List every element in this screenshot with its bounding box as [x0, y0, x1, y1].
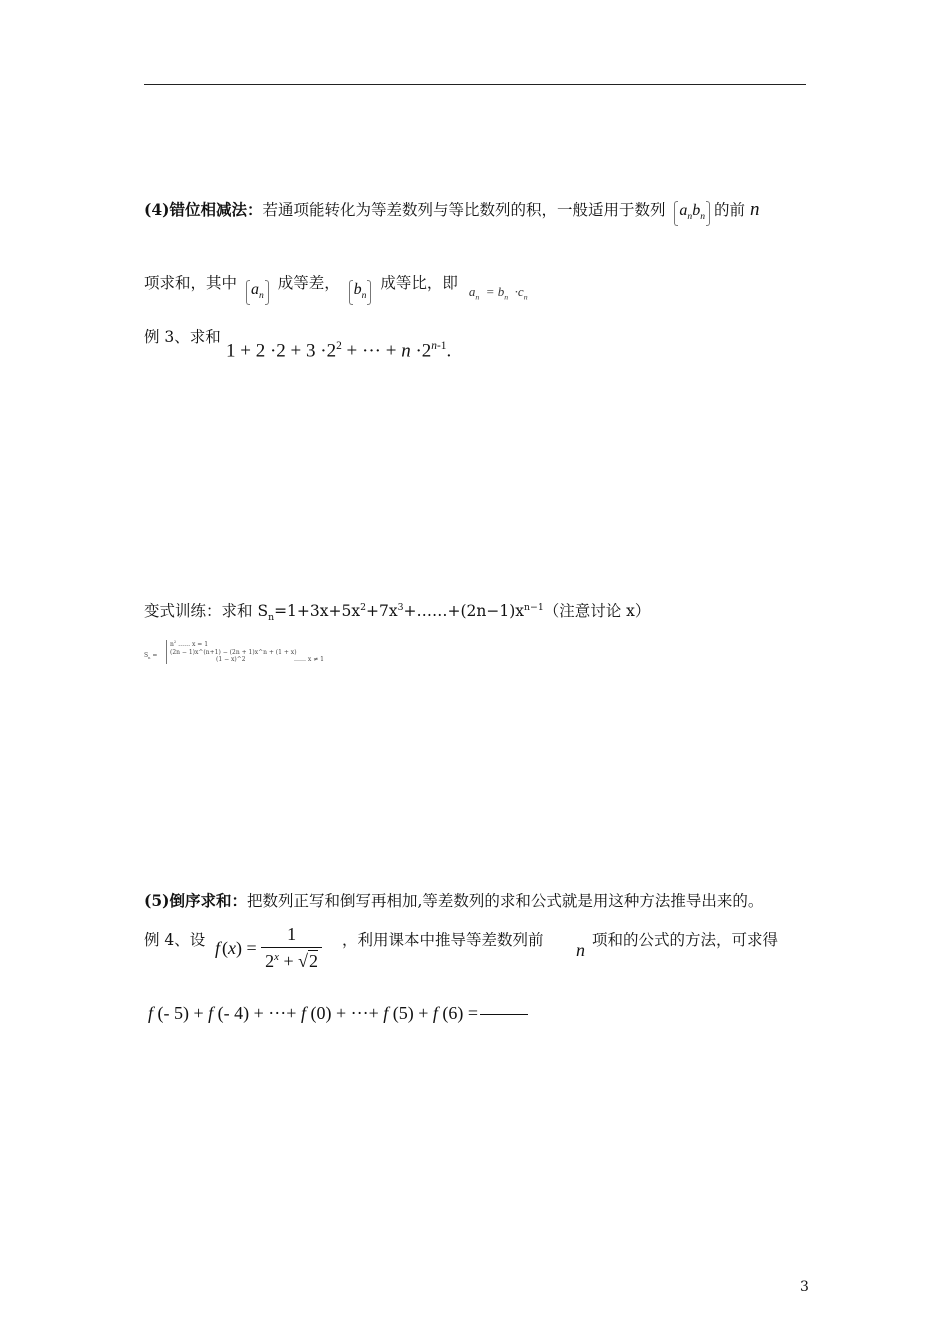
fraction-numerator: 1: [261, 924, 322, 948]
example3-end: .: [446, 340, 452, 362]
variant-expr: $S_n=1+3x+5x^2+7x^3+\dots\dots+(2n-1)x^{n-1}$: [257, 602, 544, 624]
example4-sum: f (- 5) + f (- 4) + ···+ f (0) + ···+ f (5) + f (6) =: [148, 1003, 528, 1024]
answer-case1: $n^2$ …… x = 1: [170, 640, 209, 648]
header-rule: [144, 84, 806, 85]
example4-function: f (x) = $\frac{1}{2^x + √2}$: [215, 924, 322, 972]
variant-answer-lhs: $S_n$ =: [144, 652, 158, 661]
example4-label: 例 4、设: [144, 931, 206, 949]
page-number: 3: [800, 1279, 809, 1295]
section4-line2: [144, 274, 528, 302]
n-variable: n: [749, 199, 760, 220]
answer-case2-den: (1 − x)^2: [216, 656, 246, 663]
answer-case2-num: (2n − 1)x^(n+1) − (2n + 1)x^n + (1 + x): [170, 648, 297, 656]
section4-line2-b: 成等差，: [277, 274, 340, 292]
answer-blank: [480, 1014, 528, 1015]
relation-formula: an = bn ·cn: [468, 284, 528, 302]
section4-line2-a: 项求和，其中: [144, 274, 238, 292]
sequence-an: $a_n$: [248, 282, 267, 301]
sequence-anbn: $a_nb_n$: [676, 203, 708, 222]
example3-label: 例 3、求和: [144, 328, 221, 346]
section4-label: (4)错位相减法：: [144, 200, 263, 219]
section5-line: [144, 893, 763, 910]
section4-line2-c: 成等比，即: [380, 274, 458, 292]
variant-note: （注意讨论 x）: [543, 602, 651, 621]
example4-text-a: ，利用课本中推导等差数列前: [342, 931, 544, 949]
section4-text-b: 的前: [714, 201, 746, 219]
example4-text-b: 项和的公式的方法，可求得: [592, 931, 779, 949]
section5-text: 把数列正写和倒写再相加,等差数列的求和公式就是用这种方法推导出来的。: [246, 892, 764, 910]
section4-text-a: 若通项能转化为等差数列与等比数列的积，一般适用于数列: [262, 201, 666, 219]
section4-line1: [144, 200, 759, 222]
answer-case2-cond: …… x ≠ 1: [294, 656, 324, 663]
sqrt-two: 2: [309, 951, 318, 971]
variant-line: [144, 603, 650, 623]
variant-label: 变式训练：求和: [144, 602, 258, 621]
sequence-bn: $b_n$: [351, 282, 370, 301]
example4-n: n: [576, 940, 585, 960]
example3-formula: $1 + 2 \cdot 2 + 3 \cdot 2^2$ + ··· + $n \cdot 2^{n-1}$.: [226, 340, 452, 362]
section5-label: (5)倒序求和：: [144, 891, 247, 910]
example4-fraction: [261, 924, 322, 972]
fraction-denominator: $2^x + √2$: [265, 951, 318, 971]
